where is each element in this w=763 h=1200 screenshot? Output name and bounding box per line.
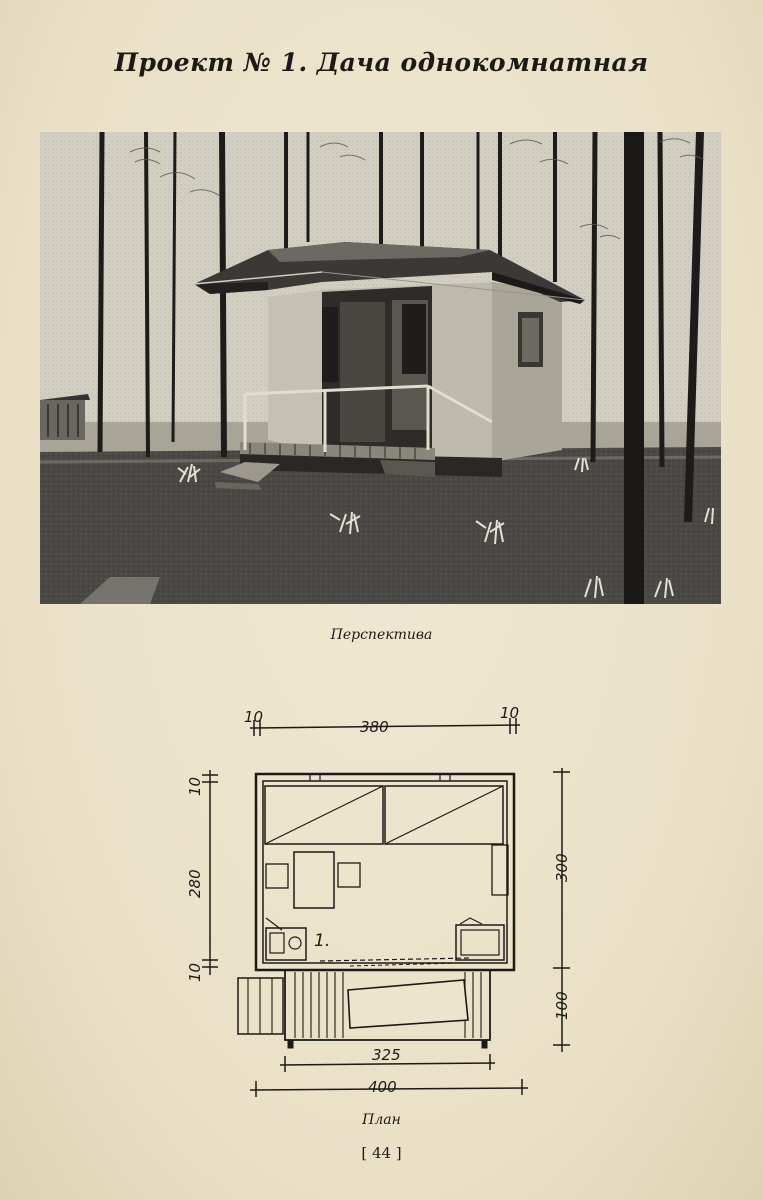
plan-caption: План: [362, 1112, 401, 1128]
dim-top-left-offset: 10: [244, 708, 264, 726]
dim-left-bottom-offset: 10: [186, 962, 204, 982]
floor-plan-drawing: [170, 690, 600, 1110]
perspective-illustration: [40, 132, 721, 604]
dim-bottom-total: 400: [368, 1078, 397, 1096]
page-title: Проект № 1. Дача однокомнатная: [114, 48, 649, 77]
dim-bottom-porch: 325: [372, 1046, 401, 1064]
dim-top-right-offset: 10: [500, 704, 520, 722]
room-label: 1.: [314, 931, 331, 951]
perspective-caption: Перспектива: [330, 627, 433, 643]
dim-right-height: 300: [553, 853, 571, 882]
dim-top-width: 380: [360, 718, 389, 736]
page-number: [ 44 ]: [361, 1144, 402, 1162]
dim-left-height: 280: [186, 869, 204, 898]
dim-left-top-offset: 10: [186, 776, 204, 796]
dim-right-porch: 100: [553, 991, 571, 1020]
